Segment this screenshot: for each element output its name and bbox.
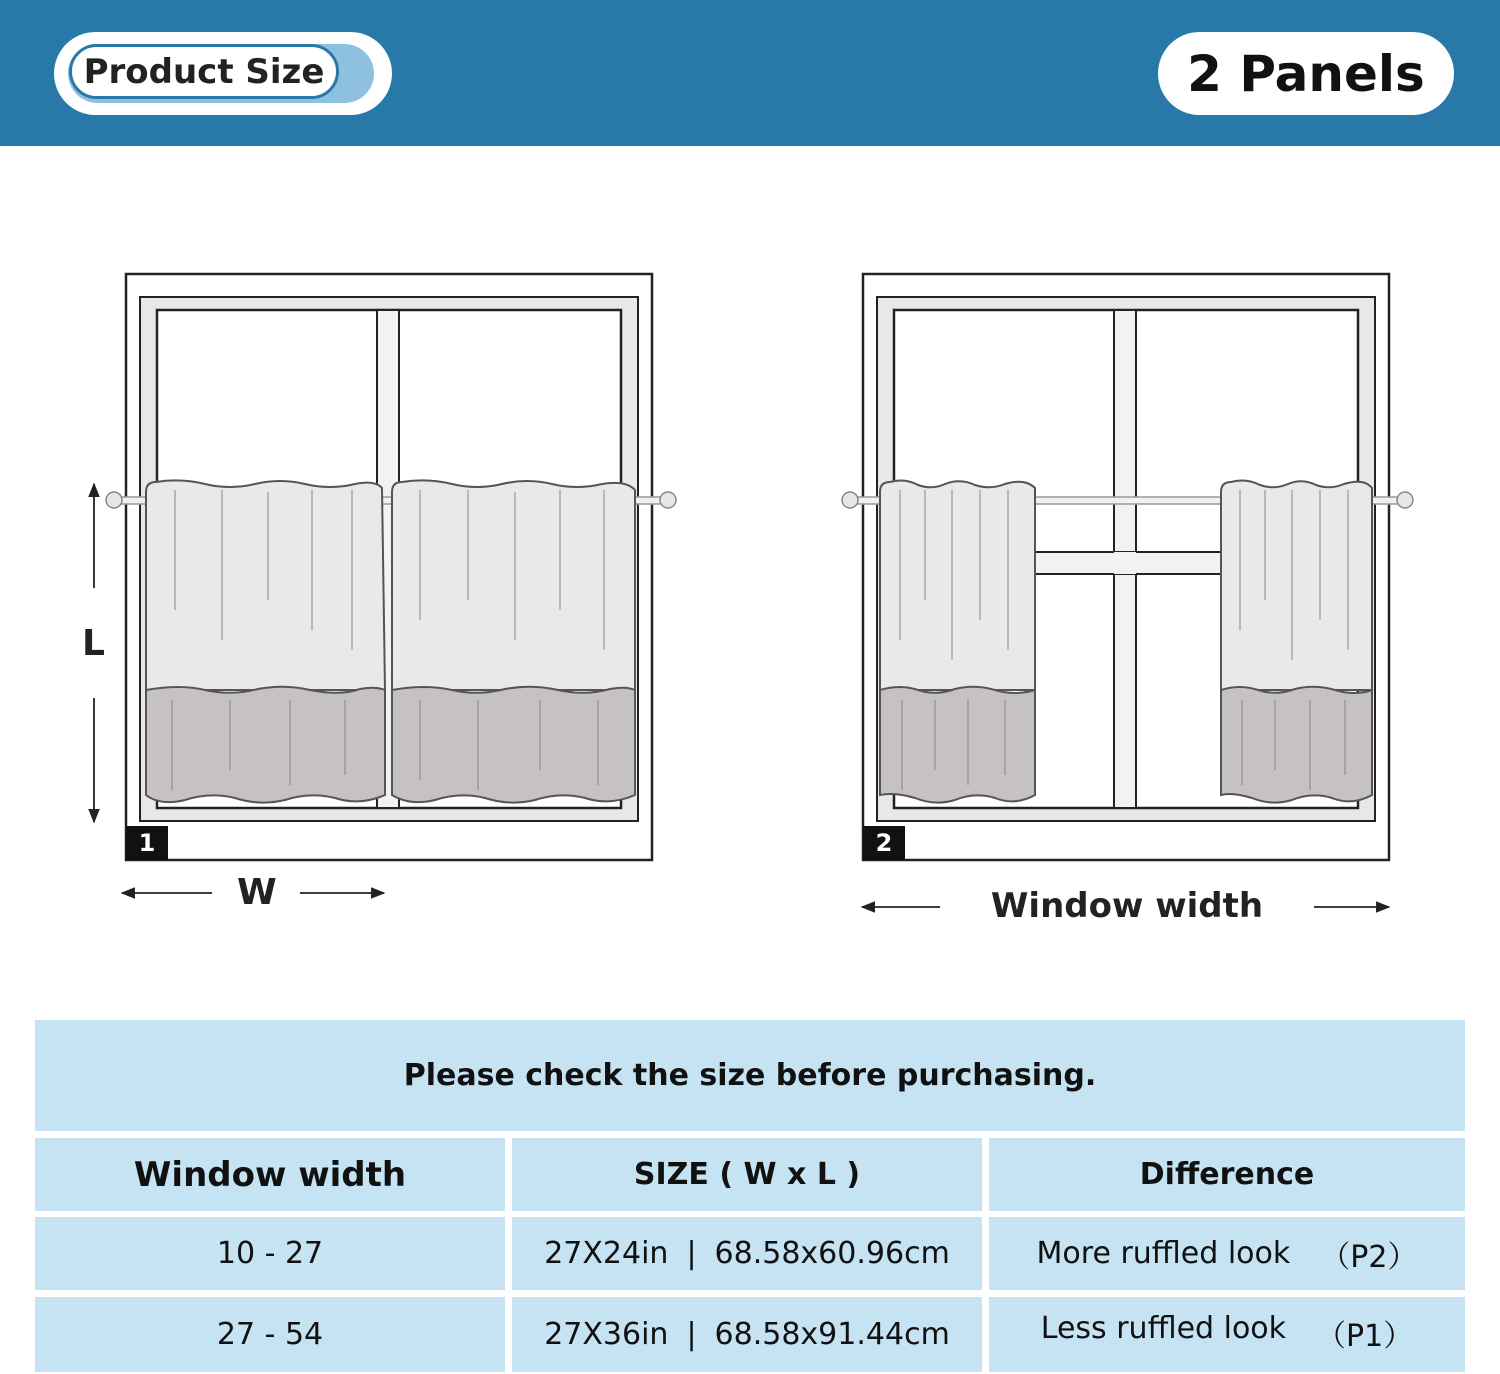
row2-panel-tag: （P1）: [1316, 1319, 1414, 1354]
row2-separator: |: [686, 1317, 697, 1352]
table-title: Please check the size before purchasing.: [35, 1020, 1465, 1131]
length-label: L: [82, 623, 105, 664]
row1-panel-tag: （P2）: [1320, 1239, 1418, 1275]
row1-size: [512, 1217, 982, 1290]
window-diagram-1: [94, 274, 676, 893]
curtain-panel-left: [146, 480, 385, 802]
row1-difference: [989, 1217, 1465, 1290]
window-diagrams: [0, 146, 1500, 946]
curtain-panel-gathered-right: [1221, 481, 1372, 803]
product-size-pill: [54, 32, 392, 115]
row2-difference-text: Less ruffled look: [1040, 1311, 1287, 1346]
panels-count-label: 2 Panels: [1158, 32, 1454, 115]
window-diagram-2: [842, 274, 1413, 907]
row1-size-cm: 68.58x60.96cm: [714, 1236, 950, 1271]
header-bar: [0, 0, 1500, 146]
diagram-badge-2: 2: [863, 826, 905, 860]
width-label: W: [237, 872, 277, 913]
row2-size-in: 27X36in: [544, 1317, 669, 1352]
header-size: SIZE ( W x L ): [512, 1138, 982, 1211]
row2-size-cm: 68.58x91.44cm: [714, 1317, 950, 1352]
row1-difference-text: More ruffled look: [1036, 1236, 1291, 1271]
row2-window-width: 27 - 54: [35, 1297, 505, 1372]
row1-window-width: 10 - 27: [35, 1217, 505, 1290]
row1-size-in: 27X24in: [544, 1236, 669, 1271]
row1-separator: |: [686, 1236, 697, 1271]
product-size-label: Product Size: [69, 44, 339, 99]
curtain-panel-right: [392, 480, 635, 802]
header-window-width: Window width: [35, 1138, 505, 1211]
curtain-panel-gathered-left: [880, 481, 1035, 803]
row2-difference: [989, 1297, 1465, 1372]
header-difference: Difference: [989, 1138, 1465, 1211]
diagram-badge-1: 1: [126, 826, 168, 860]
window-width-label: Window width: [990, 886, 1264, 926]
row2-size: [512, 1297, 982, 1372]
